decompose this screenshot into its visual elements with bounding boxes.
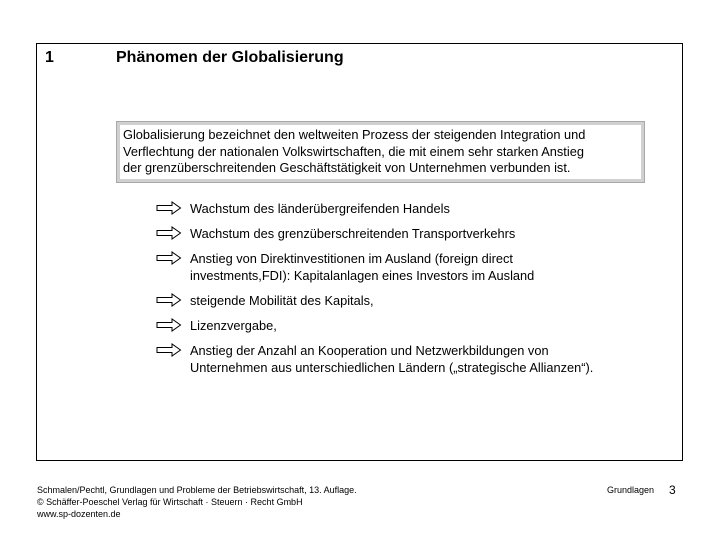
bullet-item bbox=[156, 225, 656, 242]
definition-line: Globalisierung bezeichnet den weltweiten Prozess der steigenden Integration und bbox=[123, 127, 586, 142]
bullet-line: Anstieg der Anzahl an Kooperation und Netzwerkbildungen von bbox=[190, 343, 549, 358]
slide-title: Phänomen der Globalisierung bbox=[116, 49, 344, 66]
slide-number: 1 bbox=[45, 49, 54, 66]
bullet-item bbox=[156, 200, 656, 217]
bullet-line: Anstieg von Direktinvestitionen im Ausland (foreign direct bbox=[190, 251, 513, 266]
definition-line: Verflechtung der nationalen Volkswirtschaften, die mit einem sehr starken Anstieg bbox=[123, 143, 584, 159]
definition-text bbox=[120, 125, 641, 179]
right-arrow-icon bbox=[156, 293, 182, 307]
right-arrow-icon bbox=[156, 343, 182, 357]
right-arrow-icon bbox=[156, 226, 182, 240]
right-arrow-icon bbox=[156, 318, 182, 332]
bullet-line: steigende Mobilität des Kapitals, bbox=[190, 293, 374, 308]
right-arrow-icon bbox=[156, 251, 182, 265]
right-arrow-icon bbox=[156, 201, 182, 215]
bullet-item bbox=[156, 250, 656, 284]
bullet-line: investments,FDI): Kapitalanlagen eines Investors im Ausland bbox=[190, 268, 535, 283]
bullet-line: Wachstum des länderübergreifenden Handels bbox=[190, 201, 450, 216]
bullet-list bbox=[156, 200, 656, 376]
definition-line: der grenzüberschreitenden Geschäftstätigkeit von Unternehmen verbunden ist. bbox=[123, 160, 571, 175]
bullet-line: Wachstum des grenzüberschreitenden Transportverkehrs bbox=[190, 226, 516, 241]
bullet-line: Unternehmen aus unterschiedlichen Ländern („strategische Allianzen“). bbox=[190, 360, 594, 375]
bullet-item bbox=[156, 317, 656, 334]
page-number: 3 bbox=[669, 483, 676, 497]
footer-section-label: Grundlagen bbox=[607, 485, 655, 495]
bullet-line: Lizenzvergabe, bbox=[190, 318, 277, 333]
footer-source-line: www.sp-dozenten.de bbox=[37, 509, 121, 519]
footer-source bbox=[37, 484, 357, 520]
footer-source-line: © Schäffer-Poeschel Verlag für Wirtschaft · Steuern · Recht GmbH bbox=[37, 497, 303, 507]
bullet-item bbox=[156, 292, 656, 309]
definition-box bbox=[116, 121, 645, 183]
footer-source-line: Schmalen/Pechtl, Grundlagen und Probleme der Betriebswirtschaft, 13. Auflage. bbox=[37, 485, 357, 495]
bullet-item bbox=[156, 342, 656, 376]
